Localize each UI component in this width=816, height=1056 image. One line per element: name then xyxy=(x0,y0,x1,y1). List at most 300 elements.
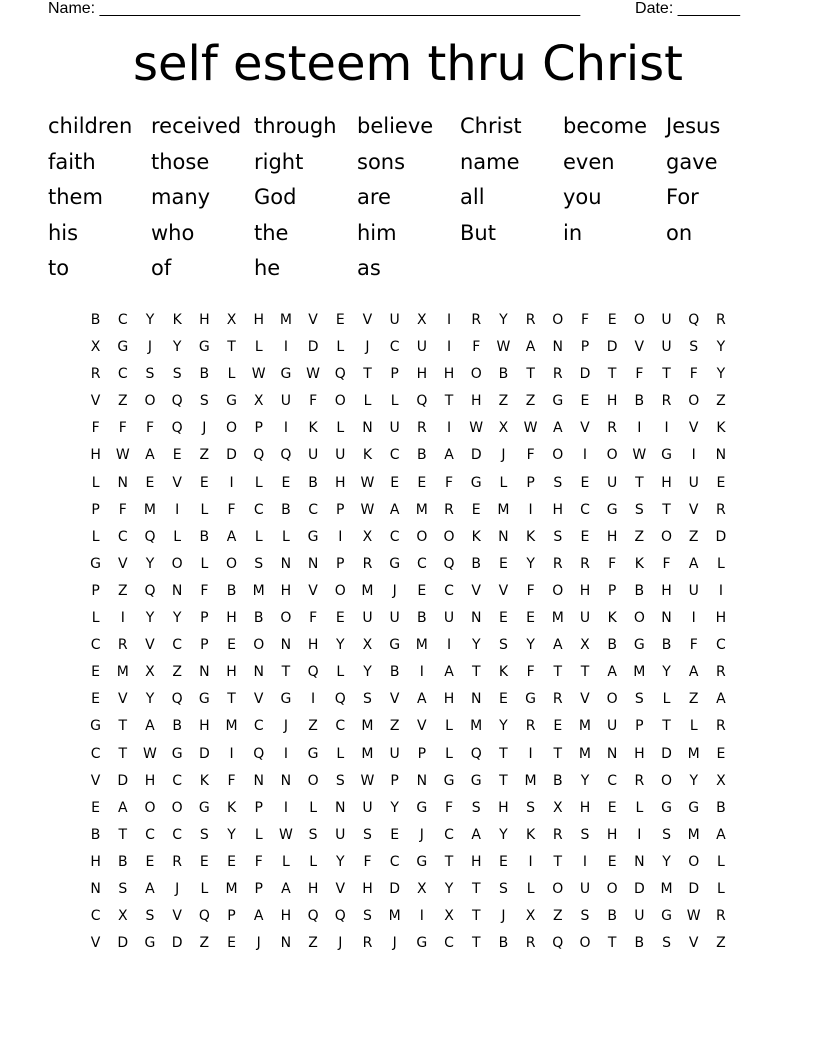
grid-letter: H xyxy=(226,664,237,681)
grid-letter: A xyxy=(552,420,563,437)
grid-letter: C xyxy=(389,447,400,464)
grid-letter: G xyxy=(470,772,482,789)
grid-letter: V xyxy=(172,908,182,925)
grid-letter: G xyxy=(661,908,672,925)
grid-letter: X xyxy=(580,637,590,654)
grid-letter: Z xyxy=(117,393,128,410)
grid-letter: G xyxy=(552,393,564,410)
grid-letter: X xyxy=(362,528,373,545)
grid-letter: O xyxy=(443,528,455,545)
grid-letter: G xyxy=(389,637,401,654)
grid-letter: B xyxy=(634,935,645,952)
grid-letter: H xyxy=(199,718,210,735)
word-bank-item: in xyxy=(563,220,583,245)
grid-letter: F xyxy=(689,637,698,654)
grid-letter: U xyxy=(688,474,699,491)
grid-letter: Z xyxy=(688,691,699,708)
grid-letter: A xyxy=(145,447,155,464)
grid-letter: S xyxy=(254,555,264,572)
grid-letter: T xyxy=(662,718,671,735)
grid-letter: Y xyxy=(363,664,372,681)
grid-letter: N xyxy=(280,935,292,952)
grid-letter: B xyxy=(199,528,210,545)
grid-letter: P xyxy=(417,745,427,762)
grid-letter: G xyxy=(307,528,319,545)
grid-letter: N xyxy=(606,745,618,762)
grid-letter: Y xyxy=(662,664,671,681)
grid-letter: R xyxy=(661,393,672,410)
grid-letter: G xyxy=(117,339,129,356)
grid-letter: N xyxy=(253,664,264,681)
word-bank-item: of xyxy=(151,256,172,280)
grid-letter: Y xyxy=(172,339,182,356)
grid-letter: N xyxy=(90,880,101,897)
grid-letter: O xyxy=(661,528,673,545)
word-bank-item: faith xyxy=(48,149,96,174)
grid-letter: A xyxy=(552,637,563,654)
grid-letter: A xyxy=(281,880,291,897)
grid-letter: H xyxy=(307,637,319,654)
grid-letter: Y xyxy=(526,637,535,654)
grid-letter: K xyxy=(634,555,644,572)
grid-letter: B xyxy=(90,312,101,328)
grid-letter: B xyxy=(308,474,318,491)
grid-letter: M xyxy=(524,772,537,789)
grid-letter: Y xyxy=(145,691,155,708)
grid-letter: Y xyxy=(172,610,182,627)
grid-letter: M xyxy=(578,718,592,735)
grid-letter: C xyxy=(389,853,400,870)
grid-letter: F xyxy=(526,447,535,464)
grid-letter: K xyxy=(716,420,726,437)
grid-letter: C xyxy=(253,501,264,518)
grid-letter: Y xyxy=(662,853,671,870)
grid-letter: R xyxy=(552,366,563,383)
grid-letter: U xyxy=(335,447,346,464)
grid-letter: W xyxy=(469,420,484,437)
grid-letter: Q xyxy=(171,420,183,437)
grid-letter: G xyxy=(280,691,292,708)
grid-letter: M xyxy=(279,312,292,328)
grid-letter: N xyxy=(470,691,482,708)
grid-letter: F xyxy=(635,366,644,383)
grid-letter: M xyxy=(633,664,646,681)
grid-letter: N xyxy=(280,555,292,572)
grid-letter: O xyxy=(552,880,564,897)
grid-letter: C xyxy=(444,582,454,599)
grid-letter: M xyxy=(116,664,129,681)
grid-letter: L xyxy=(227,366,236,383)
grid-letter: B xyxy=(661,637,672,654)
grid-letter: I xyxy=(691,447,696,464)
grid-letter: S xyxy=(363,826,372,843)
grid-letter: B xyxy=(117,853,128,870)
grid-letter: E xyxy=(580,474,590,491)
grid-letter: H xyxy=(552,501,564,518)
grid-letter: D xyxy=(688,880,700,897)
grid-letter: D xyxy=(606,339,618,356)
grid-letter: F xyxy=(526,664,535,681)
grid-letter: Q xyxy=(307,664,319,681)
grid-letter: C xyxy=(335,718,346,735)
grid-letter: F xyxy=(689,366,698,383)
grid-letter: D xyxy=(171,935,183,952)
grid-letter: B xyxy=(226,582,237,599)
grid-letter: L xyxy=(662,691,671,708)
grid-letter: T xyxy=(118,718,128,735)
word-bank-item: you xyxy=(563,185,602,209)
grid-letter: V xyxy=(172,474,182,491)
grid-letter: J xyxy=(501,908,506,925)
grid-letter: F xyxy=(580,312,589,328)
grid-letter: I xyxy=(637,420,642,437)
grid-letter: S xyxy=(553,528,563,545)
grid-letter: R xyxy=(580,555,590,572)
grid-letter: C xyxy=(117,366,128,383)
grid-letter: H xyxy=(606,528,618,545)
grid-letter: J xyxy=(392,935,397,952)
grid-letter: A xyxy=(226,528,237,545)
page-title: self esteem thru Christ xyxy=(133,36,683,92)
grid-letter: V xyxy=(308,312,318,328)
grid-letter: H xyxy=(634,745,645,762)
grid-letter: O xyxy=(552,447,564,464)
grid-letter: S xyxy=(498,880,508,897)
grid-letter: K xyxy=(199,772,209,789)
grid-letter: E xyxy=(199,853,209,870)
grid-letter: I xyxy=(664,420,669,437)
grid-letter: B xyxy=(498,366,509,383)
grid-letter: E xyxy=(607,312,617,328)
grid-letter: I xyxy=(229,745,234,762)
grid-letter: R xyxy=(172,853,183,870)
grid-letter: H xyxy=(253,312,264,328)
grid-letter: I xyxy=(419,908,424,925)
grid-letter: W xyxy=(523,420,538,437)
word-bank-item: as xyxy=(357,256,381,280)
grid-letter: C xyxy=(172,772,183,789)
grid-letter: Y xyxy=(580,772,590,789)
grid-letter: P xyxy=(254,420,263,437)
grid-letter: U xyxy=(579,610,591,627)
word-bank-item: Jesus xyxy=(666,114,721,138)
grid-letter: V xyxy=(471,582,481,599)
grid-letter: W xyxy=(360,772,375,789)
grid-letter: H xyxy=(226,610,237,627)
grid-letter: P xyxy=(227,908,236,925)
grid-letter: F xyxy=(526,582,535,599)
grid-letter: B xyxy=(607,908,617,925)
grid-letter: H xyxy=(443,691,455,708)
grid-letter: X xyxy=(90,339,101,356)
grid-letter: M xyxy=(660,880,673,897)
grid-letter: N xyxy=(171,582,183,599)
grid-letter: M xyxy=(687,745,700,762)
grid-letter: I xyxy=(446,420,452,437)
grid-letter: T xyxy=(553,664,563,681)
grid-letter: H xyxy=(579,799,591,816)
grid-letter: I xyxy=(120,610,125,627)
grid-letter: X xyxy=(226,312,237,328)
grid-letter: T xyxy=(118,745,128,762)
grid-letter: Y xyxy=(716,366,726,383)
grid-letter: I xyxy=(582,447,588,464)
grid-letter: W xyxy=(686,908,701,925)
grid-letter: C xyxy=(90,637,101,654)
grid-letter: M xyxy=(252,582,265,599)
grid-letter: C xyxy=(172,637,183,654)
grid-letter: R xyxy=(90,366,101,383)
grid-letter: S xyxy=(118,880,128,897)
grid-letter: E xyxy=(716,745,726,762)
grid-letter: I xyxy=(691,610,696,627)
grid-letter: M xyxy=(225,718,238,735)
grid-letter: V xyxy=(117,555,128,572)
grid-letter: L xyxy=(200,501,209,518)
grid-letter: R xyxy=(362,555,373,572)
grid-letter: E xyxy=(607,799,617,816)
grid-letter: A xyxy=(607,664,617,681)
grid-letter: J xyxy=(365,339,370,356)
grid-letter: R xyxy=(471,312,482,328)
grid-letter: U xyxy=(607,718,618,735)
word-bank-item: all xyxy=(460,185,485,209)
grid-letter: G xyxy=(198,691,210,708)
grid-letter: T xyxy=(662,501,671,518)
grid-letter: L xyxy=(254,528,263,545)
grid-letter: C xyxy=(145,826,155,843)
grid-letter: A xyxy=(716,826,726,843)
grid-letter: Y xyxy=(145,555,155,572)
grid-letter: P xyxy=(390,772,399,789)
grid-letter: L xyxy=(336,745,345,762)
grid-letter: D xyxy=(661,745,672,762)
grid-letter: T xyxy=(662,366,671,383)
grid-letter: V xyxy=(335,880,346,897)
grid-letter: A xyxy=(471,826,481,843)
grid-letter: G xyxy=(633,637,645,654)
grid-letter: M xyxy=(551,610,564,627)
grid-letter: A xyxy=(389,501,400,518)
grid-letter: O xyxy=(334,393,346,410)
grid-letter: E xyxy=(227,637,236,654)
grid-letter: L xyxy=(390,393,399,410)
grid-letter: M xyxy=(497,501,510,518)
grid-letter: M xyxy=(470,718,483,735)
grid-letter: X xyxy=(444,908,454,925)
grid-letter: F xyxy=(472,339,481,356)
grid-letter: W xyxy=(496,339,511,356)
grid-letter: C xyxy=(117,312,128,328)
grid-letter: U xyxy=(661,312,672,328)
grid-letter: N xyxy=(634,853,645,870)
grid-letter: F xyxy=(363,853,372,870)
grid-letter: Y xyxy=(390,799,399,816)
grid-letter: O xyxy=(633,610,645,627)
grid-letter: X xyxy=(552,799,563,816)
grid-letter: F xyxy=(662,555,671,572)
grid-letter: B xyxy=(172,718,182,735)
grid-letter: B xyxy=(417,447,427,464)
grid-letter: X xyxy=(417,312,427,328)
grid-letter: Q xyxy=(171,691,183,708)
grid-letter: P xyxy=(336,555,345,572)
grid-letter: M xyxy=(388,908,401,925)
grid-letter: O xyxy=(280,610,292,627)
grid-letter: G xyxy=(90,718,102,735)
grid-letter: B xyxy=(90,826,101,843)
grid-letter: I xyxy=(446,312,452,328)
grid-letter: Q xyxy=(253,745,265,762)
grid-letter: H xyxy=(443,366,455,383)
grid-letter: N xyxy=(661,610,672,627)
grid-letter: Q xyxy=(688,312,700,328)
grid-letter: U xyxy=(389,610,400,627)
grid-letter: M xyxy=(361,718,374,735)
grid-letter: V xyxy=(580,420,590,437)
grid-letter: Z xyxy=(716,393,726,410)
grid-letter: P xyxy=(254,880,263,897)
grid-letter: S xyxy=(145,366,155,383)
grid-letter: T xyxy=(580,664,590,681)
grid-letter: G xyxy=(226,393,237,410)
grid-letter: L xyxy=(499,474,508,491)
grid-letter: E xyxy=(390,474,400,491)
grid-letter: Y xyxy=(499,312,508,328)
grid-letter: X xyxy=(253,393,264,410)
grid-letter: B xyxy=(471,555,482,572)
grid-letter: F xyxy=(608,555,617,572)
grid-letter: N xyxy=(307,555,319,572)
grid-letter: E xyxy=(498,555,508,572)
grid-letter: T xyxy=(607,366,617,383)
grid-letter: M xyxy=(415,637,428,654)
grid-letter: F xyxy=(91,420,100,437)
grid-letter: W xyxy=(251,366,266,383)
grid-letter: I xyxy=(283,799,288,816)
grid-letter: D xyxy=(198,745,210,762)
grid-letter: Y xyxy=(526,555,535,572)
grid-letter: N xyxy=(552,339,564,356)
word-bank-item: Christ xyxy=(460,114,522,138)
grid-letter: Y xyxy=(336,637,345,654)
grid-letter: B xyxy=(199,366,210,383)
grid-letter: D xyxy=(715,528,727,545)
grid-letter: F xyxy=(118,501,127,518)
word-bank-item: even xyxy=(563,149,615,174)
grid-letter: G xyxy=(307,745,319,762)
grid-letter: Y xyxy=(444,880,454,897)
word-bank-item: him xyxy=(357,220,397,245)
grid-letter: G xyxy=(198,799,210,816)
grid-letter: T xyxy=(281,664,291,681)
grid-letter: F xyxy=(227,501,236,518)
grid-letter: T xyxy=(553,745,563,762)
grid-letter: W xyxy=(115,447,130,464)
grid-letter: Y xyxy=(227,826,236,843)
grid-letter: Z xyxy=(688,528,699,545)
grid-letter: W xyxy=(143,745,157,762)
grid-letter: U xyxy=(443,610,455,627)
grid-letter: E xyxy=(227,935,236,952)
grid-letter: S xyxy=(363,908,372,925)
grid-letter: X xyxy=(716,772,726,789)
grid-letter: D xyxy=(307,339,319,356)
grid-letter: Z xyxy=(308,718,318,735)
grid-letter: C xyxy=(117,528,128,545)
grid-letter: P xyxy=(91,501,100,518)
grid-letter: E xyxy=(607,853,617,870)
grid-letter: R xyxy=(525,312,536,328)
grid-letter: X xyxy=(417,880,427,897)
grid-letter: X xyxy=(525,908,536,925)
grid-letter: G xyxy=(688,799,700,816)
grid-letter: P xyxy=(200,610,209,627)
grid-letter: P xyxy=(607,582,617,599)
grid-letter: L xyxy=(445,718,453,735)
grid-letter: N xyxy=(280,637,292,654)
grid-letter: S xyxy=(662,935,671,952)
grid-letter: L xyxy=(336,339,345,356)
grid-letter: I xyxy=(419,664,424,681)
grid-letter: H xyxy=(280,908,292,925)
grid-letter: A xyxy=(417,691,427,708)
grid-letter: H xyxy=(307,880,319,897)
grid-letter: A xyxy=(145,880,155,897)
grid-letter: R xyxy=(117,637,128,654)
grid-letter: C xyxy=(172,826,183,843)
grid-letter: D xyxy=(633,880,645,897)
grid-letter: K xyxy=(607,610,617,627)
grid-letter: I xyxy=(528,501,533,518)
grid-letter: I xyxy=(283,745,288,762)
grid-letter: H xyxy=(661,474,672,491)
grid-letter: Z xyxy=(117,582,128,599)
grid-letter: X xyxy=(498,420,509,437)
grid-letter: F xyxy=(227,772,236,789)
word-bank-item: on xyxy=(666,220,693,245)
grid-letter: F xyxy=(309,393,318,410)
grid-letter: T xyxy=(499,745,508,762)
word-bank-item: to xyxy=(48,256,70,280)
grid-letter: I xyxy=(718,582,723,599)
grid-letter: G xyxy=(389,555,401,572)
grid-letter: R xyxy=(552,555,563,572)
grid-letter: A xyxy=(145,718,155,735)
grid-letter: E xyxy=(91,664,101,681)
grid-letter: C xyxy=(90,745,101,762)
grid-letter: J xyxy=(175,880,180,897)
grid-letter: V xyxy=(688,420,699,437)
word-bank-item: he xyxy=(254,256,281,280)
grid-letter: S xyxy=(471,799,481,816)
grid-letter: L xyxy=(200,555,209,572)
grid-letter: L xyxy=(282,528,290,545)
grid-letter: B xyxy=(253,610,264,627)
grid-letter: R xyxy=(444,501,454,518)
grid-letter: G xyxy=(171,745,183,762)
grid-letter: O xyxy=(171,799,183,816)
word-bank-item: them xyxy=(48,185,103,209)
word-bank-item: For xyxy=(666,185,699,209)
grid-letter: G xyxy=(280,366,292,383)
grid-letter: P xyxy=(336,501,345,518)
grid-letter: L xyxy=(336,664,345,681)
grid-letter: H xyxy=(90,853,101,870)
grid-letter: E xyxy=(199,474,209,491)
grid-letter: D xyxy=(470,447,482,464)
grid-letter: L xyxy=(336,420,345,437)
